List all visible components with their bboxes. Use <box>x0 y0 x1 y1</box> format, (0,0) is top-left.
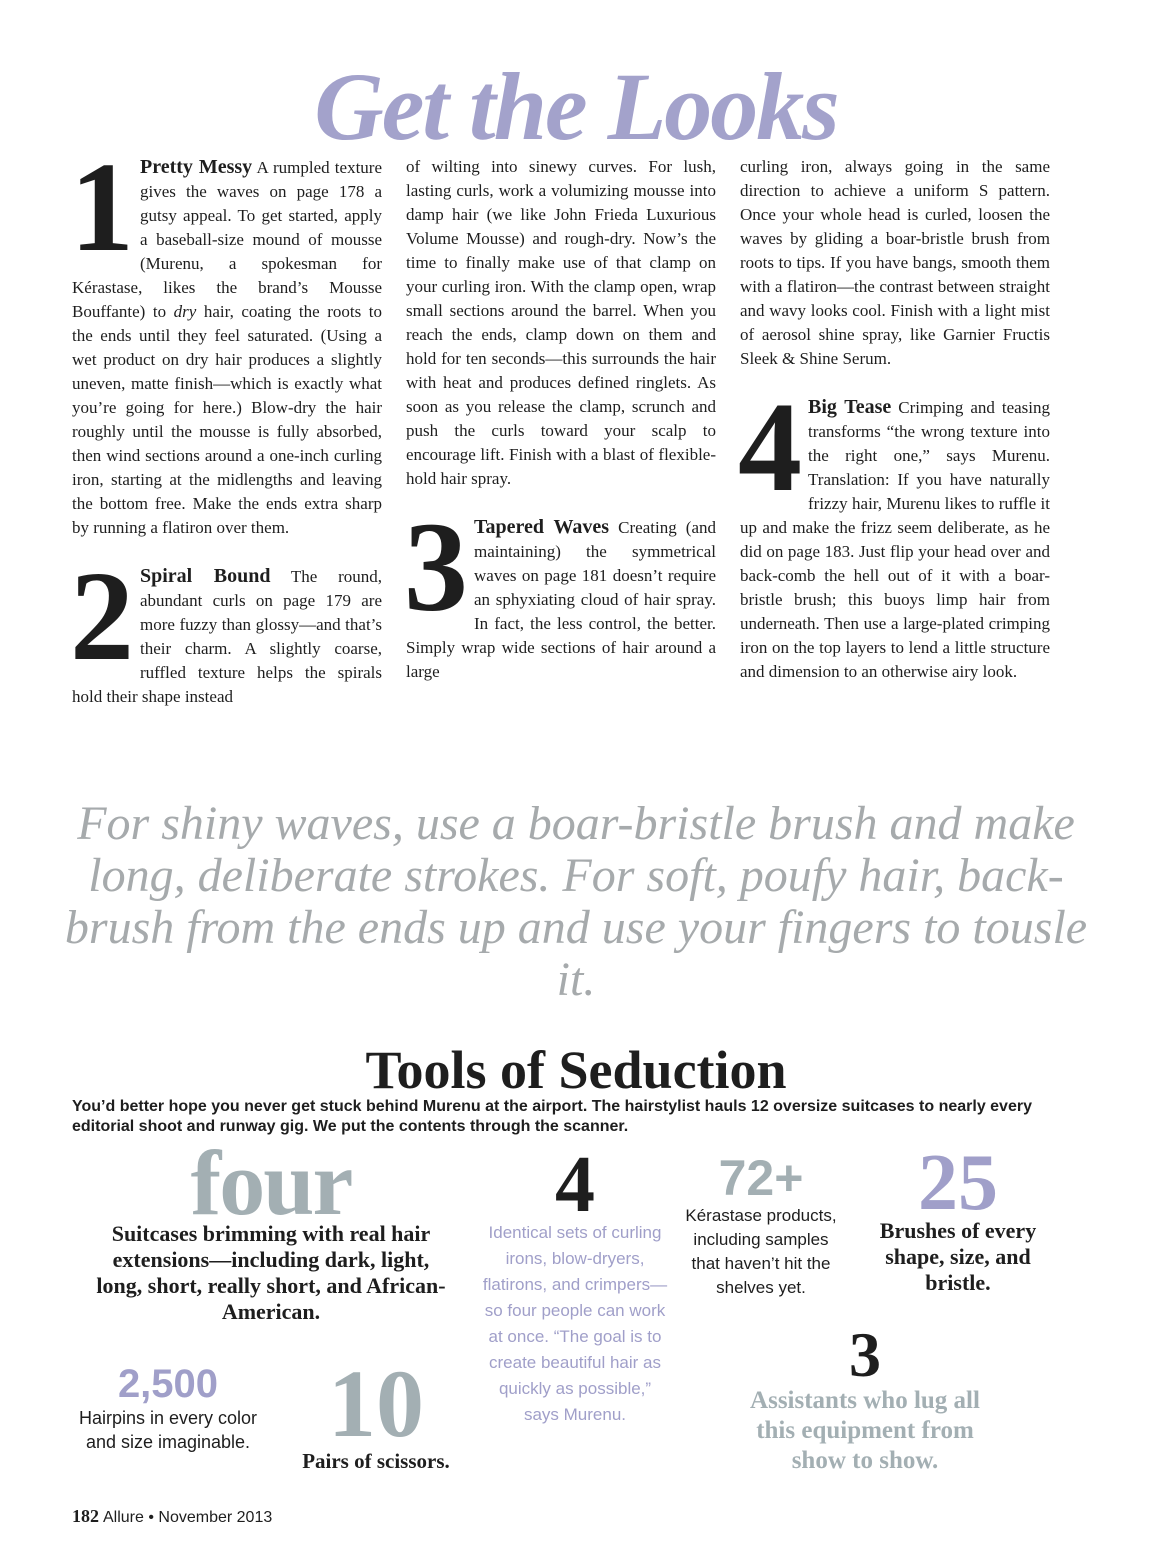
stat-value: 72+ <box>718 1150 804 1206</box>
stat-tool-sets <box>480 1141 670 1428</box>
body-text: Creating (and maintaining) the symmetrical waves on page 181 doesn’t require an sphyxiating cloud of hair spray. In fact, the less control, the better. Simply wrap wide sections of hair around a large <box>406 518 716 681</box>
section-heading: Pretty Messy <box>140 156 253 178</box>
column-2 <box>406 155 716 684</box>
page-title: Get the Looks <box>314 53 838 160</box>
section-big-tease <box>738 376 1051 684</box>
pull-quote: For shiny waves, use a boar-bristle brush and make long, deliberate strokes. For soft, poufy hair, back-brush from the ends up and use your fingers to tousle it. <box>64 797 1088 1006</box>
body-text: of wilting into sinewy curves. For lush, lasting curls, work a volumizing mousse into damp hair (we like John Frieda Luxurious Volume Mousse) and rough-dry. Now’s the time to finally make use of that clamp on your curling iron. With the clamp open, wrap small sections around the barrel. When you reach the ends, clamp down on them and hold for ten seconds—this surrounds the hair with heat and produces defined ringlets. As soon as you release the clamp, scrunch and push the curls toward your scalp to encourage lift. Finish with a blast of flexible-hold hair spray. <box>406 157 716 488</box>
stat-hairpins <box>68 1362 268 1454</box>
drop-cap: 2 <box>70 545 134 687</box>
stat-label: Suitcases brimming with real hair extensions—including dark, light, long, short, really short, and African-American. <box>96 1221 446 1324</box>
drop-cap: 3 <box>404 496 468 638</box>
drop-cap: 4 <box>738 376 802 518</box>
column-1 <box>70 136 382 709</box>
body-text: A rumpled texture gives the waves on page 178 a gutsy appeal. To get started, apply a baseball-size mound of mousse (Murenu, a spokesman for Kérastase, likes the brand’s Mousse Bouffante) to <box>72 158 382 321</box>
stat-value: 4 <box>555 1141 595 1229</box>
stat-label: Kérastase products, including samples that haven’t hit the shelves yet. <box>685 1206 837 1297</box>
section-spiral-bound <box>70 545 382 709</box>
section-heading: Big Tease <box>808 396 892 418</box>
body-text: The round, abundant curls on page 179 are more fuzzy than glossy—and that’s their charm. A slightly coarse, ruffled texture helps the spirals hold their shape instead <box>72 567 382 706</box>
stat-label: Identical sets of curling irons, blow-dryers, flatirons, and crimpers—so four people can work at once. “The goal is to create beautiful hair as quickly as possible,” says Murenu. <box>482 1223 668 1424</box>
stat-suitcases <box>96 1132 446 1325</box>
stat-value: 25 <box>918 1139 998 1227</box>
body-text: curling iron, always going in the same direction to achieve a uniform S pattern. Once your whole head is curled, loosen the waves by gliding a boar-bristle brush from roots to tips. If you have bangs, smooth them with a flatiron—the contrast between straight and wavy looks cool. Finish with a light mist of aerosol shine spray, like Garnier Fructis Sleek & Shine Serum. <box>740 157 1050 368</box>
column-3 <box>740 155 1050 684</box>
stat-label: Hairpins in every color and size imaginable. <box>78 1408 258 1452</box>
stat-label: Assistants who lug all this equipment from show to show. <box>750 1387 980 1474</box>
stat-value: 3 <box>849 1319 881 1390</box>
stat-label: Pairs of scissors. <box>302 1449 450 1473</box>
tools-intro: You’d better hope you never get stuck behind Murenu at the airport. The hairstylist hauls 12 oversize suitcases to nearly every editorial shoot and runway gig. We put the contents through the scanner. <box>72 1098 1032 1135</box>
publication-info: Allure • November 2013 <box>103 1509 273 1526</box>
stat-products <box>682 1152 840 1300</box>
stat-label: Brushes of every shape, size, and bristle. <box>879 1218 1037 1295</box>
stat-value: four <box>190 1132 352 1234</box>
body-text: Crimping and teasing transforms “the wrong texture into the right one,” says Murenu. Translation: If you have naturally frizzy hair, Murenu likes to ruffle it up and make the frizz seem deliberate, as he did on page 183. Just flip your head over and back-comb the hell out of it with a boar-bristle brush; this buoys limp hair from underneath. Then use a large-plated crimping iron on the top layers to lend a little structure and dimension to an otherwise airy look. <box>740 398 1051 681</box>
stat-value: 10 <box>328 1350 424 1457</box>
body-text-emphasis: dry <box>173 302 197 321</box>
stat-assistants <box>715 1319 1015 1476</box>
stat-brushes <box>858 1139 1058 1296</box>
drop-cap: 1 <box>70 136 134 278</box>
section-tapered-waves <box>404 496 716 684</box>
section-heading: Tapered Waves <box>474 516 610 538</box>
stat-scissors <box>276 1350 476 1474</box>
body-text: hair, coating the roots to the ends until they feel saturated. (Using a wet product on dry hair produces a slightly uneven, matte finish—which is exactly what you’re going for here.) Blow-dry the hair roughly until the mousse is fully absorbed, then wind sections around a one-inch curling iron, starting at the midlengths and leaving the bottom free. Make the ends extra sharp by running a flatiron over them. <box>72 302 382 537</box>
stat-value: 2,500 <box>117 1362 219 1406</box>
section-heading: Spiral Bound <box>140 565 271 587</box>
section-pretty-messy <box>70 136 382 540</box>
tools-heading: Tools of Seduction <box>365 1040 787 1100</box>
page-footer <box>72 1506 272 1527</box>
page-number: 182 <box>72 1506 99 1526</box>
